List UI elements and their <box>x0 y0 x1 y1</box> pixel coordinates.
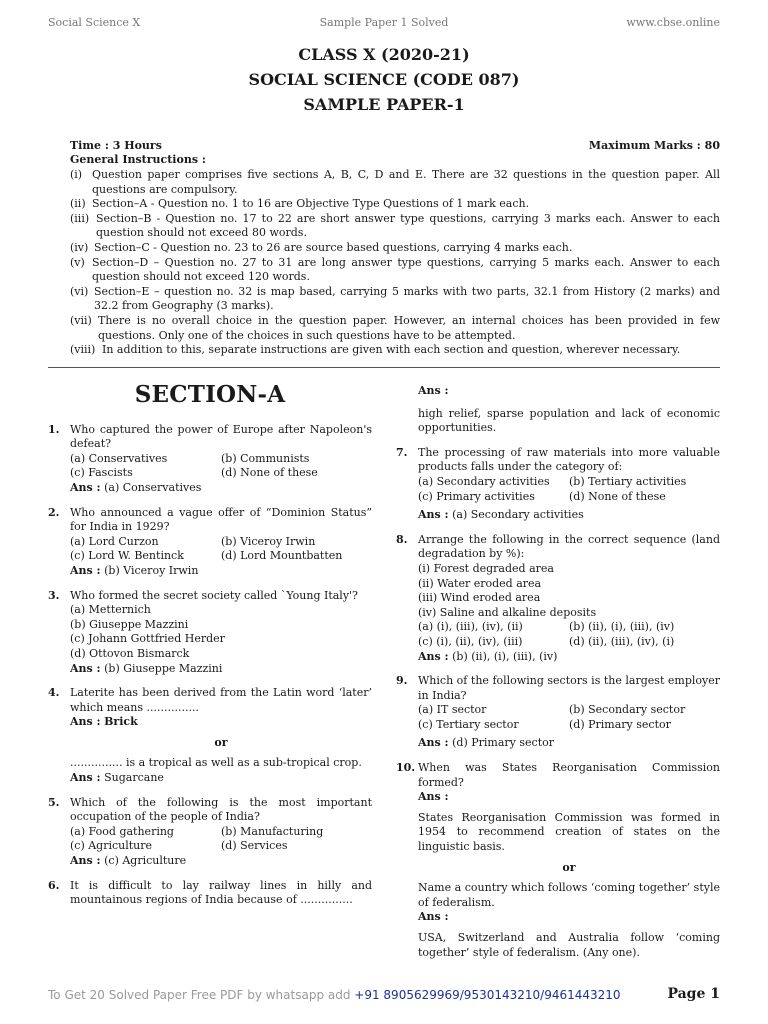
exam-meta <box>70 139 720 167</box>
question-number: 5. <box>48 795 60 809</box>
header-subject: Social Science X <box>48 16 141 29</box>
answer: Ans : Brick <box>70 715 138 729</box>
question-number: 10. <box>396 761 416 775</box>
page-header <box>48 16 720 32</box>
alternative-question: Name a country which follows ‘coming together’ style of federalism. <box>418 881 720 909</box>
options: (a) Lord Curzon (b) Viceroy Irwin (c) Lord W. Bentinck (d) Lord Mountbatten <box>70 534 343 563</box>
sequence-list: (i) Forest degraded area (ii) Water eroded area (iii) Wind eroded area (iv) Saline and alkaline deposits <box>418 561 597 619</box>
options: (a) Conservatives (b) Communists (c) Fascists (d) None of these <box>70 451 318 480</box>
page-number: Page 1 <box>667 986 720 1002</box>
answer: Ans : Sugarcane <box>70 771 164 785</box>
answer-text: high relief, sparse population and lack of economic opportunities. <box>418 406 720 435</box>
right-column <box>396 384 720 970</box>
question-text: Who captured the power of Europe after Napoleon's defeat? <box>70 422 372 451</box>
question-9 <box>396 674 720 751</box>
answer-label: Ans : <box>418 790 449 804</box>
question-2 <box>48 506 372 579</box>
general-instructions-heading: General Instructions : <box>70 153 206 166</box>
answer-text: USA, Switzerland and Australia follow ‘coming together’ style of federalism. (Any one). <box>418 931 720 959</box>
options: (a) Metternich (b) Giuseppe Mazzini (c) Johann Gottfried Herder (d) Ottovon Bismarck <box>70 603 225 660</box>
question-number: 9. <box>396 674 408 688</box>
question-number: 8. <box>396 532 408 546</box>
question-1 <box>48 423 372 496</box>
header-paper: Sample Paper 1 Solved <box>319 16 449 29</box>
or-separator: or <box>562 860 576 874</box>
options: (a) Food gathering (b) Manufacturing (c) Agriculture (d) Services <box>70 824 324 853</box>
options: (a) Secondary activities (b) Tertiary activities (c) Primary activities (d) None of these <box>418 474 687 503</box>
question-6 <box>48 879 372 908</box>
question-text: Arrange the following in the correct sequence (land degradation by %): <box>418 532 720 561</box>
paper-title: SAMPLE PAPER-1 <box>303 95 465 114</box>
footer-message: To Get 20 Solved Paper Free PDF by whatsapp add <box>48 988 355 1002</box>
question-number: 1. <box>48 422 60 436</box>
instruction-item: (i) Question paper comprises five sections A, B, C, D and E. There are 32 questions in the question paper. All questions are compulsory. <box>70 168 720 196</box>
alternative-question: ............... is a tropical as well as a sub-tropical crop. <box>70 756 362 770</box>
answer: Ans : (a) Conservatives <box>70 480 202 494</box>
instruction-item: (ii) Section–A - Question no. 1 to 16 are Objective Type Questions of 1 mark each. <box>70 197 530 211</box>
question-5 <box>48 796 372 869</box>
answer-label: Ans : <box>418 384 449 397</box>
left-column <box>48 381 372 918</box>
question-text: Who announced a vague offer of “Dominion Status” for India in 1929? <box>70 505 372 534</box>
instruction-item: (iv) Section–C - Question no. 23 to 26 are source based questions, carrying 4 marks each. <box>70 240 573 254</box>
answer: Ans : (b) (ii), (i), (iii), (iv) <box>418 649 558 663</box>
instruction-item: (viii) In addition to this, separate instructions are given with each section and question, wherever necessary. <box>70 343 681 357</box>
answer-label: Ans : <box>418 910 449 924</box>
answer: Ans : (c) Agriculture <box>70 854 187 868</box>
question-text: It is difficult to lay railway lines in hilly and mountainous regions of India because of ............... <box>70 878 372 907</box>
question-text: Laterite has been derived from the Latin word ‘later’ which means ............... <box>70 686 372 714</box>
class-title: CLASS X (2020-21) <box>298 45 470 64</box>
question-text: Who formed the secret society called `Young Italy'? <box>70 588 358 602</box>
divider <box>48 367 720 368</box>
answer: Ans : (b) Giuseppe Mazzini <box>70 661 223 675</box>
question-7 <box>396 446 720 523</box>
question-6-answer <box>396 384 720 436</box>
question-4 <box>48 686 372 786</box>
answer-text: States Reorganisation Commission was formed in 1954 to recommend creation of states on the linguistic basis. <box>418 810 720 854</box>
question-number: 7. <box>396 445 408 459</box>
instruction-item: (vii) There is no overall choice in the question paper. However, an internal choices has been provided in few questions. Only one of the choices in such questions have to be attempted. <box>70 313 720 342</box>
section-title: SECTION-A <box>134 381 286 408</box>
instruction-item: (vi) Section–E – question no. 32 is map based, carrying 5 marks with two parts, 32.1 from History (2 marks) and 32.2 from Geography (3 marks). <box>70 284 720 313</box>
or-separator: or <box>214 735 228 749</box>
question-3 <box>48 589 372 677</box>
instructions-list <box>70 168 720 358</box>
question-number: 3. <box>48 588 60 602</box>
answer: Ans : (b) Viceroy Irwin <box>70 563 199 577</box>
header-website: www.cbse.online <box>626 16 720 29</box>
page-footer <box>48 988 720 1008</box>
instruction-item: (v) Section–D – Question no. 27 to 31 are long answer type questions, carrying 5 marks each. Answer to each question should not exceed 120 words. <box>70 255 720 284</box>
time-label: Time : 3 Hours <box>70 139 162 152</box>
max-marks-label: Maximum Marks : 80 <box>588 139 720 152</box>
question-number: 6. <box>48 878 60 892</box>
answer: Ans : (a) Secondary activities <box>418 508 584 522</box>
question-number: 2. <box>48 505 60 519</box>
options: (a) (i), (iii), (iv), (ii) (b) (ii), (i), (iii), (iv) (c) (i), (ii), (iv), (iii) (d) (ii), (iii), (iv), (i) <box>418 620 675 648</box>
instruction-item: (iii) Section–B - Question no. 17 to 22 are short answer type questions, carrying 3 marks each. Answer to each question should not exceed 80 words. <box>70 211 720 240</box>
options: (a) IT sector (b) Secondary sector (c) Tertiary sector (d) Primary sector <box>418 703 686 731</box>
question-8 <box>396 533 720 664</box>
paper-titles <box>0 42 768 117</box>
subject-title: SOCIAL SCIENCE (CODE 087) <box>248 70 520 89</box>
question-text: Which of the following is the most important occupation of the people of India? <box>70 795 372 824</box>
question-text: The processing of raw materials into more valuable products falls under the category of: <box>418 445 720 474</box>
question-text: When was States Reorganisation Commission formed? <box>418 761 720 789</box>
footer-phone-link[interactable]: +91 8905629969/9530143210/9461443210 <box>354 988 621 1002</box>
question-text: Which of the following sectors is the largest employer in India? <box>418 674 720 702</box>
answer: Ans : (d) Primary sector <box>418 736 554 750</box>
question-number: 4. <box>48 686 60 700</box>
question-10 <box>396 761 720 960</box>
